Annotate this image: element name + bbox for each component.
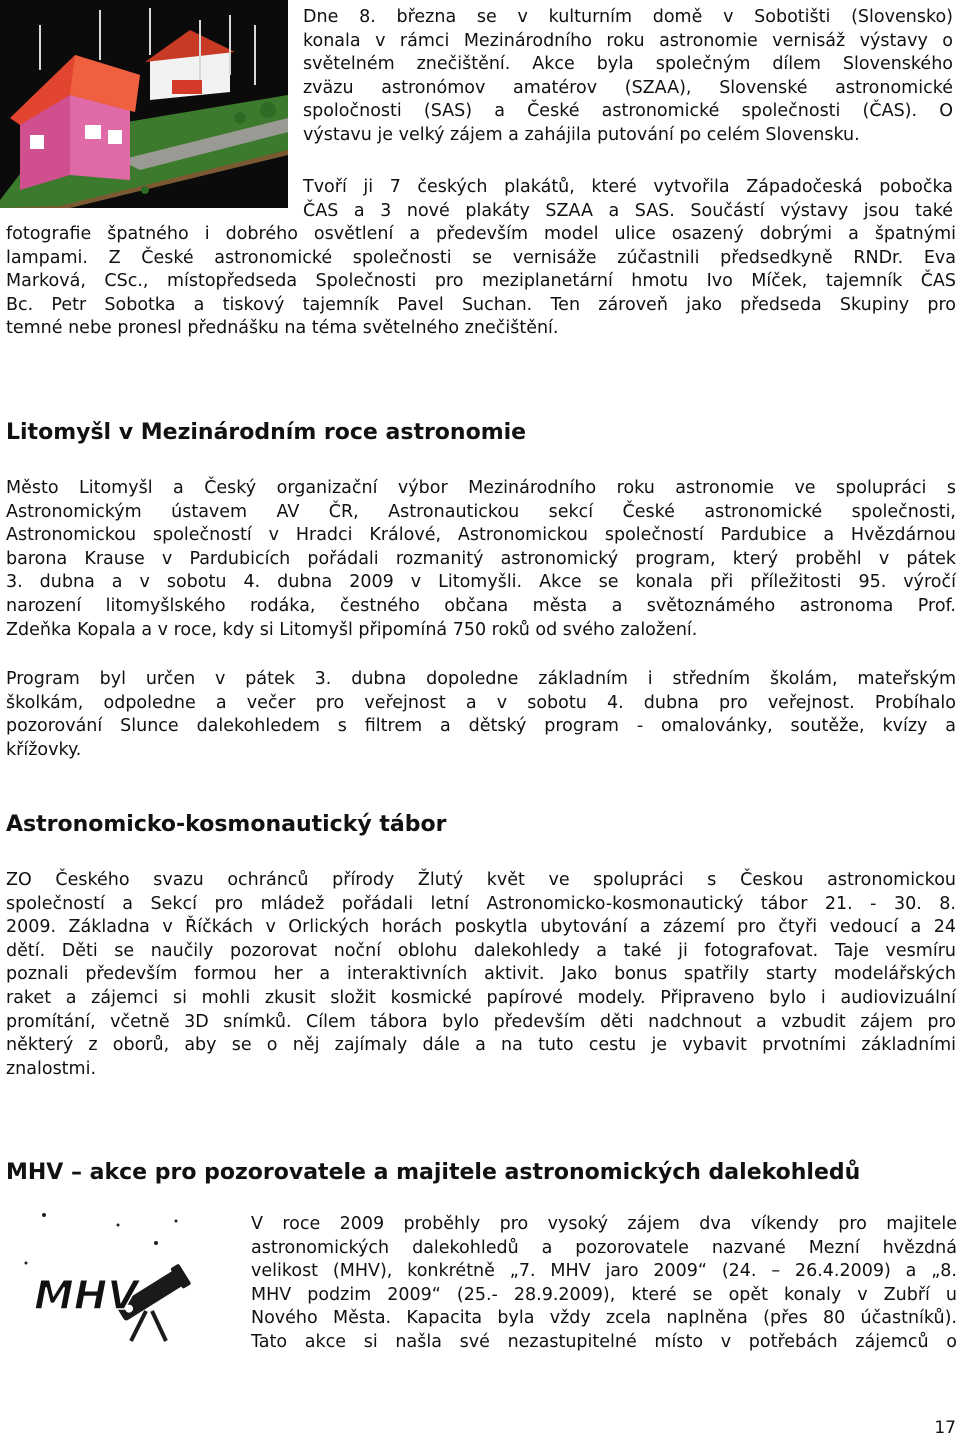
text-line: některý z oborů, aby se o něj zajímaly dále a na tuto cestu je vybavit prvotními základními: [6, 1035, 956, 1056]
mhv-logo: [6, 1203, 206, 1343]
text-line: ZO Českého svazu ochránců přírody Žlutý květ ve spolupráci s Českou astronomickou: [6, 870, 956, 890]
text-line: astronomických dalekohledů a pozorovatele nazvané Mezní hvězdná: [251, 1237, 957, 1258]
text-line: Bc. Petr Sobotka a tiskový tajemník Pavel Suchan. Ten zároveň jako předseda Skupiny pro: [6, 294, 956, 315]
exhibit-model-photo: [0, 0, 288, 208]
text-line: Marková, CSc., místopředseda Společnosti pro meziplanetární hmotu Ivo Míček, tajemník ČAS: [6, 271, 956, 292]
text-line: Tvoří ji 7 českých plakátů, které vytvořila Západočeská pobočka: [303, 177, 953, 197]
section-heading-litomysl: Litomyšl v Mezinárodním roce astronomie: [6, 420, 527, 445]
text-line: barona Krause v Pardubicích pořádali rozmanitý astronomický program, který proběhl v pátek: [6, 548, 956, 569]
text-line: školkám, odpoledne a večer pro veřejnost a v sobotu 4. dubna pro veřejnost. Probíhalo: [6, 692, 956, 713]
text-line: 2009. Základna v Říčkách v Orlických horách poskytla ubytování a zázemí pro čtyři vedoucí a 24: [6, 917, 956, 938]
text-line: Program byl určen v pátek 3. dubna dopoledne základním i středním školám, mateřským: [6, 669, 956, 689]
exhibit-paragraph-right: [303, 176, 953, 223]
text-line: spoločnosti (SAS) a České astronomické společnosti (ČAS). O: [303, 101, 953, 122]
text-line: Dne 8. března se v kulturním domě v Sobotišti (Slovensko): [303, 7, 953, 27]
mhv-paragraph: [251, 1213, 957, 1355]
text-line: temné nebe pronesl přednášku na téma světelného znečištění.: [6, 318, 559, 339]
text-line: pozorování Slunce dalekohledem s filtrem a dětský program - omalovánky, soutěže, kvízy a: [6, 716, 956, 737]
text-line: Zdeňka Kopala a v roce, kdy si Litomyšl připomíná 750 roků od svého založení.: [6, 619, 698, 640]
text-line: fotografie špatného i dobrého osvětlení a především model ulice osazený dobrými a špatnými: [6, 224, 956, 244]
intro-paragraph: [303, 6, 953, 148]
text-line: Město Litomyšl a Český organizační výbor Mezinárodního roku astronomie ve spolupráci s: [6, 478, 956, 498]
mhv-logo-text: MHV: [34, 1273, 139, 1319]
text-line: ČAS a 3 nové plakáty SZAA a SAS. Součástí výstavy jsou také: [303, 200, 953, 221]
text-line: Tato akce si našla své nezastupitelné místo v potřebách zájemců o: [251, 1331, 957, 1352]
text-line: společností a Sekcí pro mládež pořádali letní Astronomicko-kosmonautický tábor 21. - 30. 8.: [6, 893, 956, 914]
section-heading-mhv: MHV – akce pro pozorovatele a majitele astronomických dalekohledů: [6, 1160, 861, 1185]
text-line: výstavu je velký zájem a zahájila putování po celém Slovensku.: [303, 124, 860, 145]
section-heading-camp: Astronomicko-kosmonautický tábor: [6, 812, 447, 837]
text-line: křížovky.: [6, 739, 82, 760]
text-line: světelném znečištění. Akce byla společným dílem Slovenského: [303, 54, 953, 75]
page-number: 17: [934, 1418, 956, 1438]
text-line: Astronomickým ústavem AV ČR, Astronautickou sekcí České astronomické společnosti,: [6, 501, 956, 522]
litomysl-paragraph-1: [6, 477, 956, 642]
text-line: MHV podzim 2009“ (25.- 28.9.2009), které se opět konaly v Zubří u: [251, 1284, 957, 1305]
text-line: Astronomickou společností v Hradci Králové, Astronomickou společností Pardubice a Hvězdárnou: [6, 525, 956, 546]
street-model-illustration: [0, 0, 288, 208]
exhibit-paragraph-full: [6, 223, 956, 341]
text-line: znalostmi.: [6, 1058, 97, 1079]
text-line: konala v rámci Mezinárodního roku astronomie vernisáž výstavy o: [303, 30, 953, 51]
text-line: Nového Města. Kapacita byla vždy zcela naplněna (přes 80 účastníků).: [251, 1308, 957, 1329]
text-line: zväzu astronómov amatérov (SZAA), Slovenské astronomické: [303, 77, 953, 98]
text-line: raket a zájemci si mohli zkusit složit kosmické papírové modely. Připraveno bylo i audiovizuální: [6, 987, 956, 1008]
text-line: velikost (MHV), konkrétně „7. MHV jaro 2009“ (24. – 26.4.2009) a „8.: [251, 1261, 957, 1282]
text-line: promítání, včetně 3D snímků. Cílem tábora bylo především děti nadchnout a vzbudit zájem pro: [6, 1011, 956, 1032]
text-line: lampami. Z České astronomické společnosti se vernisáže zúčastnili předsedkyně RNDr. Eva: [6, 247, 956, 268]
text-line: poznali především formou her a interaktivních aktivit. Jako bonus spatřily starty modelářských: [6, 964, 956, 985]
litomysl-paragraph-2: [6, 668, 956, 762]
text-line: narození litomyšlského rodáka, čestného občana města a světoznámého astronoma Prof.: [6, 595, 956, 616]
text-line: V roce 2009 proběhly pro vysoký zájem dva víkendy pro majitele: [251, 1214, 957, 1234]
text-line: dětí. Děti se naučily pozorovat noční oblohu dalekohledy a také ji fotografovat. Taje vesmíru: [6, 940, 956, 961]
camp-paragraph: [6, 869, 956, 1081]
text-line: 3. dubna a v sobotu 4. dubna 2009 v Litomyšli. Akce se konala při příležitosti 95. výročí: [6, 572, 956, 593]
